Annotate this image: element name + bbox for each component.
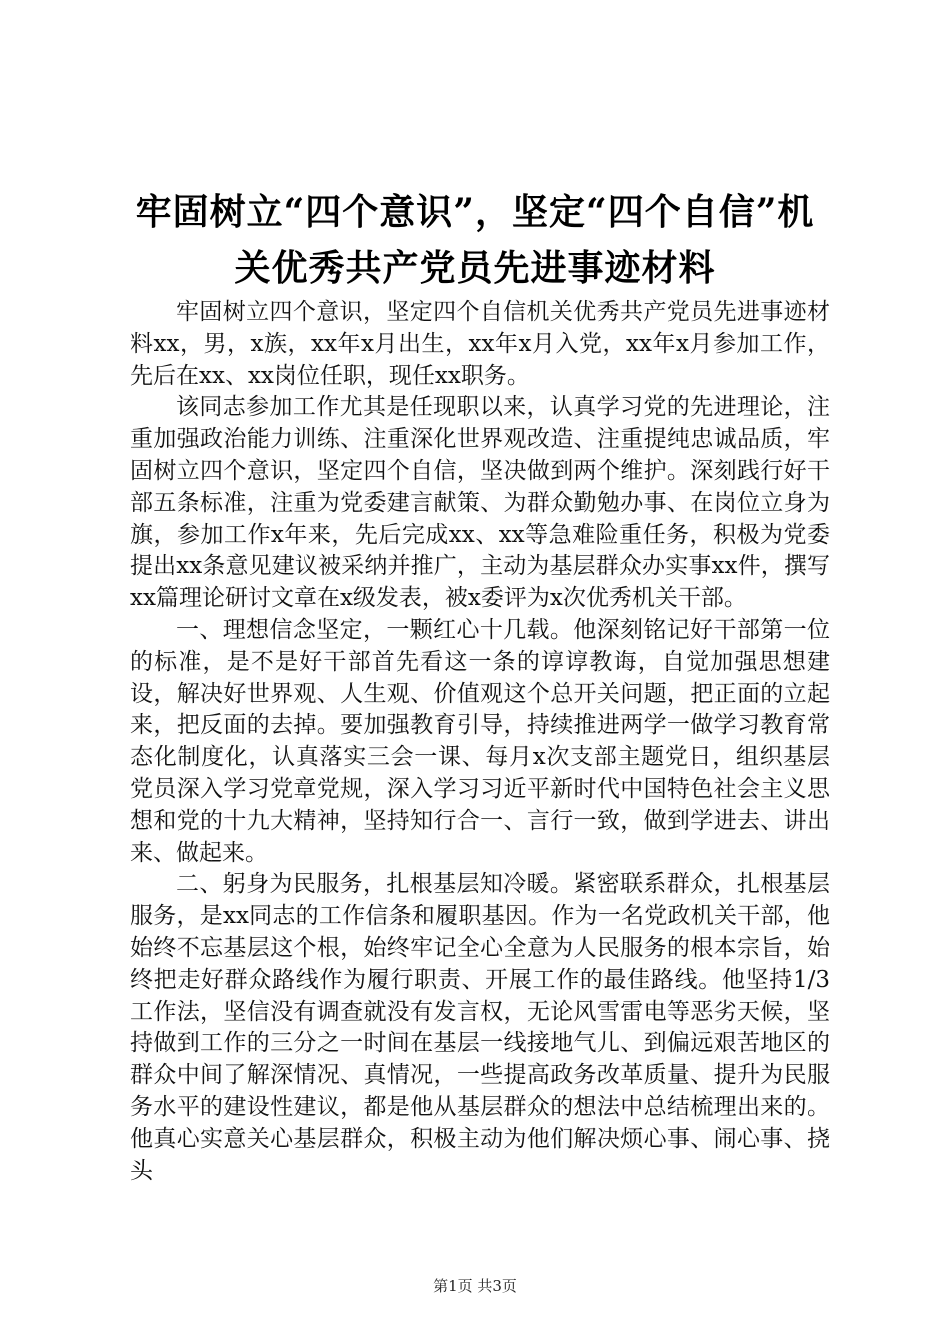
document-body bbox=[130, 297, 830, 1187]
paragraph-section-one: 一、理想信念坚定，一颗红心十几载。他深刻铭记好干部第一位的标准，是不是好干部首先看这一条的谆谆教诲，自觉加强思想建设，解决好世界观、人生观、价值观这个总开关问题，把正面的立起来，把反面的去掉。要加强教育引导，持续推进两学一做学习教育常态化制度化，认真落实三会一课、每月x次支部主题党日，组织基层党员深入学习党章党规，深入学习习近平新时代中国特色社会主义思想和党的十九大精神，坚持知行合一、言行一致，做到学进去、讲出来、做起来。 bbox=[130, 616, 830, 866]
paragraph-intro: 牢固树立四个意识，坚定四个自信机关优秀共产党员先进事迹材料xx，男，x族，xx年x月出生，xx年x月入党，xx年x月参加工作，先后在xx、xx岗位任职，现任xx职务。 bbox=[130, 299, 830, 389]
document-title bbox=[110, 184, 840, 296]
title-line-1: 牢固树立“四个意识”，坚定“四个自信”机 bbox=[135, 191, 815, 233]
page-number-footer: 第1页 共3页 bbox=[433, 1277, 517, 1295]
paragraph-summary: 该同志参加工作尤其是任现职以来，认真学习党的先进理论，注重加强政治能力训练、注重深化世界观改造、注重提纯忠诚品质，牢固树立四个意识，坚定四个自信，坚决做到两个维护。深刻践行好干部五条标准，注重为党委建言献策、为群众勤勉办事、在岗位立身为旗，参加工作x年来，先后完成xx、xx等急难险重任务，积极为党委提出xx条意见建议被采纳并推广，主动为基层群众办实事xx件，撰写xx篇理论研讨文章在x级发表，被x委评为x次优秀机关干部。 bbox=[130, 394, 830, 612]
title-line-2: 关优秀共产党员先进事迹材料 bbox=[234, 247, 716, 289]
paragraph-section-two: 二、躬身为民服务，扎根基层知冷暖。紧密联系群众，扎根基层服务，是xx同志的工作信条和履职基因。作为一名党政机关干部，他始终不忘基层这个根，始终牢记全心全意为人民服务的根本宗旨，始终把走好群众路线作为履行职责、开展工作的最佳路线。他坚持1/3工作法，坚信没有调查就没有发言权，无论风雪雷电等恶劣天候，坚持做到工作的三分之一时间在基层一线接地气儿、到偏远艰苦地区的群众中间了解深情况、真情况，一些提高政务改革质量、提升为民服务水平的建设性建议，都是他从基层群众的想法中总结梳理出来的。他真心实意关心基层群众，积极主动为他们解决烦心事、闹心事、挠头 bbox=[130, 871, 830, 1184]
